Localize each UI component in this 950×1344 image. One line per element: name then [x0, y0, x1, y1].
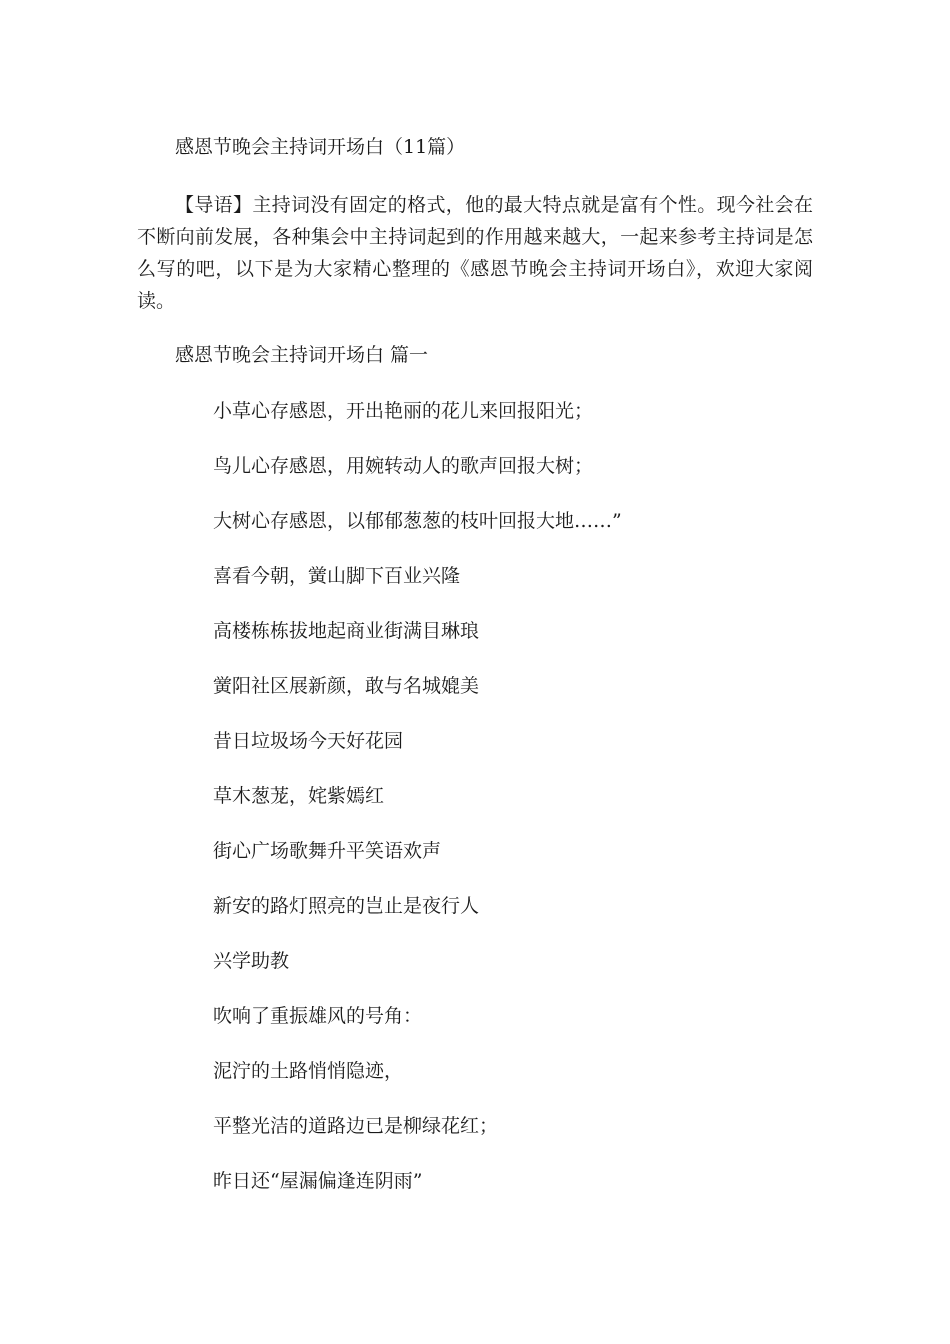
- poem-line: 吹响了重振雄风的号角：: [213, 1005, 423, 1027]
- poem-line: 街心广场歌舞升平笑语欢声: [213, 840, 442, 862]
- intro-paragraph: 【导语】主持词没有固定的格式，他的最大特点就是富有个性。现今社会在不断向前发展，各种集会中主持词起到的作用越来越大，一起来参考主持词是怎么写的吧，以下是为大家精心整理的《感恩节晚会主持词开场白》，欢迎大家阅读。: [137, 194, 813, 312]
- poem-line: 昔日垃圾场今天好花园: [213, 730, 404, 752]
- poem-line: 高楼栋栋拔地起商业街满目琳琅: [213, 620, 480, 642]
- poem-line: 昨日还“屋漏偏逢连阴雨”: [213, 1170, 423, 1192]
- poem-line: 泥泞的土路悄悄隐迹，: [213, 1060, 404, 1082]
- poem-lines: [213, 398, 622, 1223]
- poem-line: 平整光洁的道路边已是柳绿花红；: [213, 1115, 499, 1137]
- document-title: 感恩节晚会主持词开场白（11篇）: [175, 136, 466, 158]
- poem-line: 新安的路灯照亮的岂止是夜行人: [213, 895, 480, 917]
- poem-line: 小草心存感恩，开出艳丽的花儿来回报阳光；: [213, 400, 594, 422]
- poem-line: 黉阳社区展新颜，敢与名城媲美: [213, 675, 480, 697]
- poem-line: 鸟儿心存感恩，用婉转动人的歌声回报大树；: [213, 455, 594, 477]
- section-title: 感恩节晚会主持词开场白 篇一: [175, 344, 429, 366]
- poem-line: 草木葱茏，姹紫嫣红: [213, 785, 385, 807]
- poem-line: 大树心存感恩，以郁郁葱葱的枝叶回报大地……”: [213, 510, 622, 532]
- poem-line: 喜看今朝，黉山脚下百业兴隆: [213, 565, 461, 587]
- poem-line: 兴学助教: [213, 950, 290, 972]
